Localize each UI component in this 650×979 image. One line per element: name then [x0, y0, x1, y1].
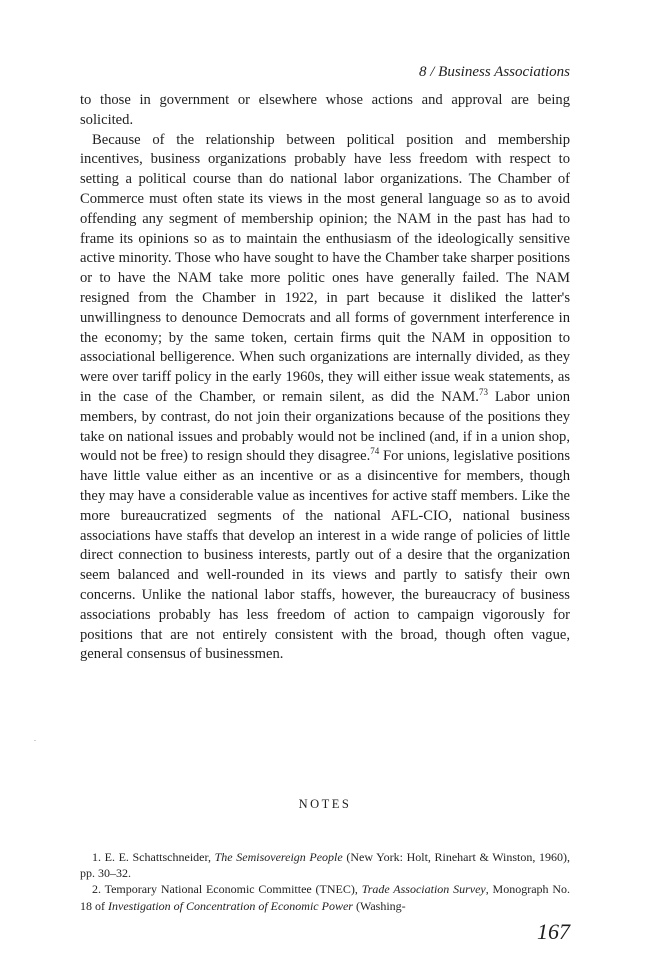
notes-heading: NOTES [298, 797, 352, 811]
paragraph-main-part-3: For unions, legislative positions have little value either as an incentive or as a disincentive for members, though they may have a considerable value as incentives for active staff members. Like the more bureaucratized segments of the national AFL-CIO, national business associations have staffs that develop an interest in a wide range of policies of little direct connection to business interests, partly out of a desire that the organization seem balanced and well-rounded in its views and partly to satisfy their own concerns. Unlike the national labor staffs, however, the bureaucracy of business associations probably has less freedom of action to campaign vigorously for positions that are not entirely consistent with the broad, though often vague, general consensus of businessmen. [80, 448, 570, 663]
note-2-title: Trade Association Survey [361, 882, 486, 897]
note-1 [80, 849, 570, 881]
note-1-title: The Semisovereign People [214, 850, 343, 864]
paragraph-main-part-1: Because of the relationship between political position and membership incentives, business organizations probably have less freedom with respect to setting a political course than do national labor organizations. The Chamber of Commerce must often state its views in the most general language so as to avoid offending any segment of membership opinion; the NAM in the past has had to frame its opinions so as to maintain the enthusiasm of the ideologically sensitive active minority. Those who have sought to have the Chamber take sharper positions or to have the NAM take more politic ones have generally failed. The NAM resigned from the Chamber in 1922, in part because it disliked the latter's unwillingness to denounce Democrats and all forms of government interference in the economy; by the same token, certain firms quit the NAM in opposition to associational belligerence. When such organizations are internally divided, as they were over tariff policy in the early 1960s, they will either issue weak statements, as in the case of the Chamber, or remain silent, as did the NAM. [80, 131, 570, 405]
note-1-text: 1. E. E. Schattschneider, [92, 850, 215, 864]
note-2-text-2: , Monograph No. 18 of [80, 882, 570, 913]
running-head [419, 64, 570, 81]
note-2-title-2: Investigation of Concentration of Economic Power [108, 898, 353, 913]
note-1-citation: (New York: Holt, Rinehart & Winston, 1960), pp. 30–32. [80, 850, 570, 881]
note-2-text: 2. Temporary National Economic Committee (TNEC), [92, 882, 362, 897]
body-text [80, 91, 570, 665]
note-2-text-3: (Washing- [352, 898, 406, 913]
scan-speck [34, 740, 36, 741]
footnote-ref-74: 74 [370, 446, 380, 457]
paragraph-main-part-2: Labor union members, by contrast, do not join their organizations because of the positions they take on national issues and probably would not be inclined (and, if in a union shop, would not be free) to resign should they disagree. [80, 388, 570, 465]
paragraph-continued: to those in government or elsewhere whose actions and approval are being solicited. [80, 92, 570, 128]
note-2 [80, 881, 570, 913]
running-head-separator: / [430, 64, 435, 80]
page-number: 167 [537, 919, 570, 944]
footnote-ref-73: 73 [478, 387, 488, 398]
chapter-title: Business Associations [438, 64, 570, 80]
chapter-number: 8 [419, 64, 427, 80]
notes-list [80, 849, 570, 914]
paragraph-main [80, 131, 570, 666]
